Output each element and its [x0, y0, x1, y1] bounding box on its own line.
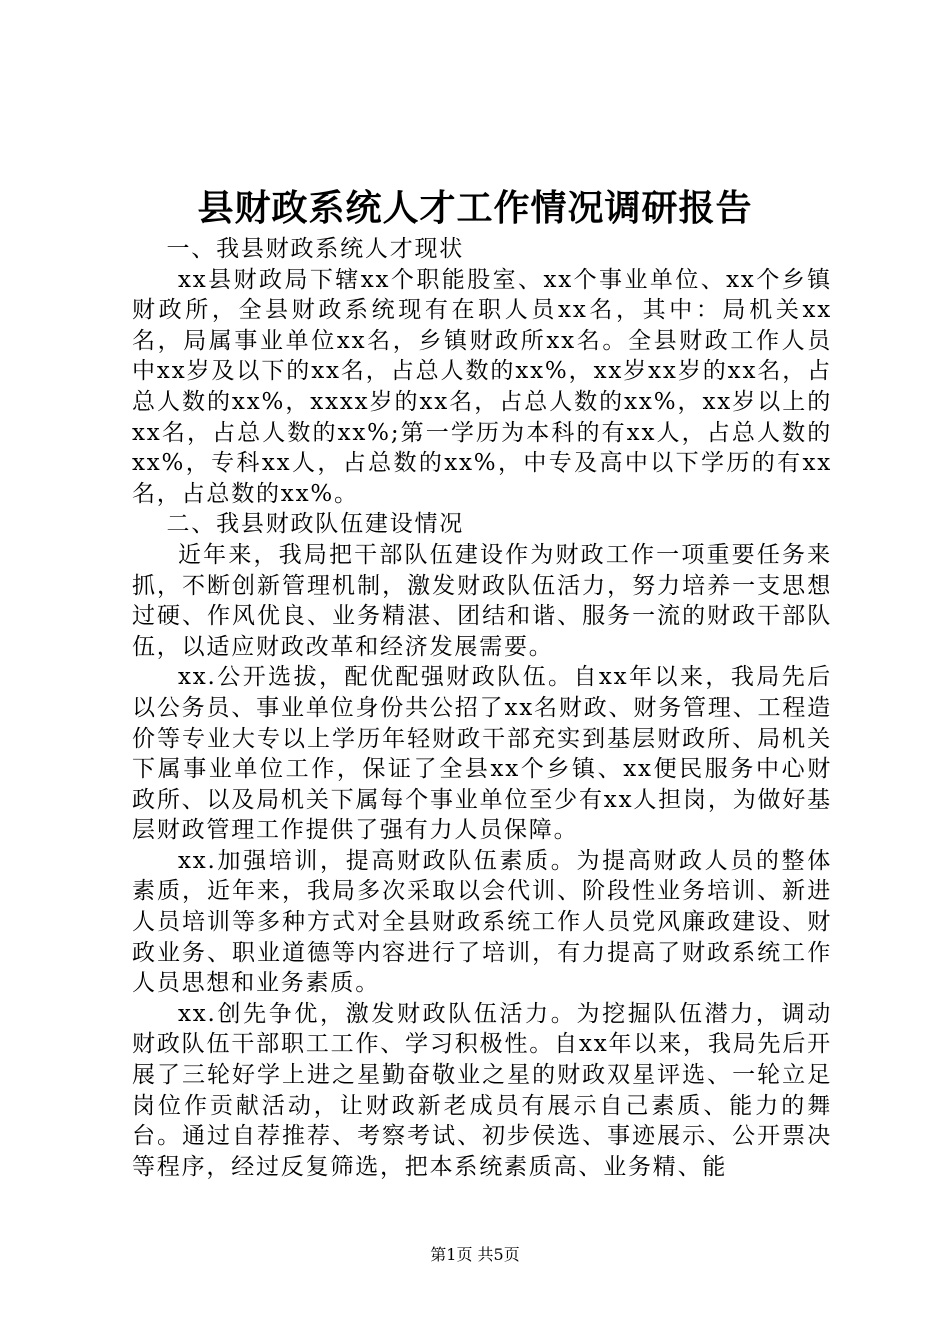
paragraph: xx县财政局下辖xx个职能股室、xx个事业单位、xx个乡镇财政所，全县财政系统现有在职人员xx名，其中：局机关xx名，局属事业单位xx名，乡镇财政所xx名。全县财政工作人员中xx岁及以下的xx名，占总人数的xx%，xx岁xx岁的xx名，占总人数的xx%，xxxx岁的xx名，占总人数的xx%，xx岁以上的xx名，占总人数的xx%;第一学历为本科的有xx人，占总人数的xx%，专科xx人，占总数的xx%，中专及高中以下学历的有xx名，占总数的xx%。: [132, 266, 832, 507]
paragraph: xx.加强培训，提高财政队伍素质。为提高财政人员的整体素质，近年来，我局多次采取以会代训、阶段性业务培训、新进人员培训等多种方式对全县财政系统工作人员党风廉政建设、财政业务、职业道德等内容进行了培训，有力提高了财政系统工作人员思想和业务素质。: [132, 847, 832, 997]
paragraph: 近年来，我局把干部队伍建设作为财政工作一项重要任务来抓，不断创新管理机制，激发财政队伍活力，努力培养一支思想过硬、作风优良、业务精湛、团结和谐、服务一流的财政干部队伍，以适应财政改革和经济发展需要。: [132, 541, 832, 660]
section-heading: 一、我县财政系统人才现状: [166, 236, 465, 262]
section-heading: 二、我县财政队伍建设情况: [166, 511, 465, 538]
document-body: [132, 234, 832, 1182]
paragraph: xx.公开选拔，配优配强财政队伍。自xx年以来，我局先后以公务员、事业单位身份共公招了xx名财政、财务管理、工程造价等专业大专以上学历年轻财政干部充实到基层财政所、局机关下属事业单位工作，保证了全县xx个乡镇、xx便民服务中心财政所、以及局机关下属每个事业单位至少有xx人担岗，为做好基层财政管理工作提供了强有力人员保障。: [132, 664, 832, 844]
page-footer: 第1页 共5页: [430, 1245, 520, 1264]
document-title: 县财政系统人才工作情况调研报告: [197, 187, 753, 229]
paragraph: xx.创先争优，激发财政队伍活力。为挖掘队伍潜力，调动财政队伍干部职工工作、学习积极性。自xx年以来，我局先后开展了三轮好学上进之星勤奋敬业之星的财政双星评选、一轮立足岗位作贡献活动，让财政新老成员有展示自己素质、能力的舞台。通过自荐推荐、考察考试、初步侯选、事迹展示、公开票决等程序，经过反复筛选，把本系统素质高、业务精、能: [132, 1000, 832, 1180]
